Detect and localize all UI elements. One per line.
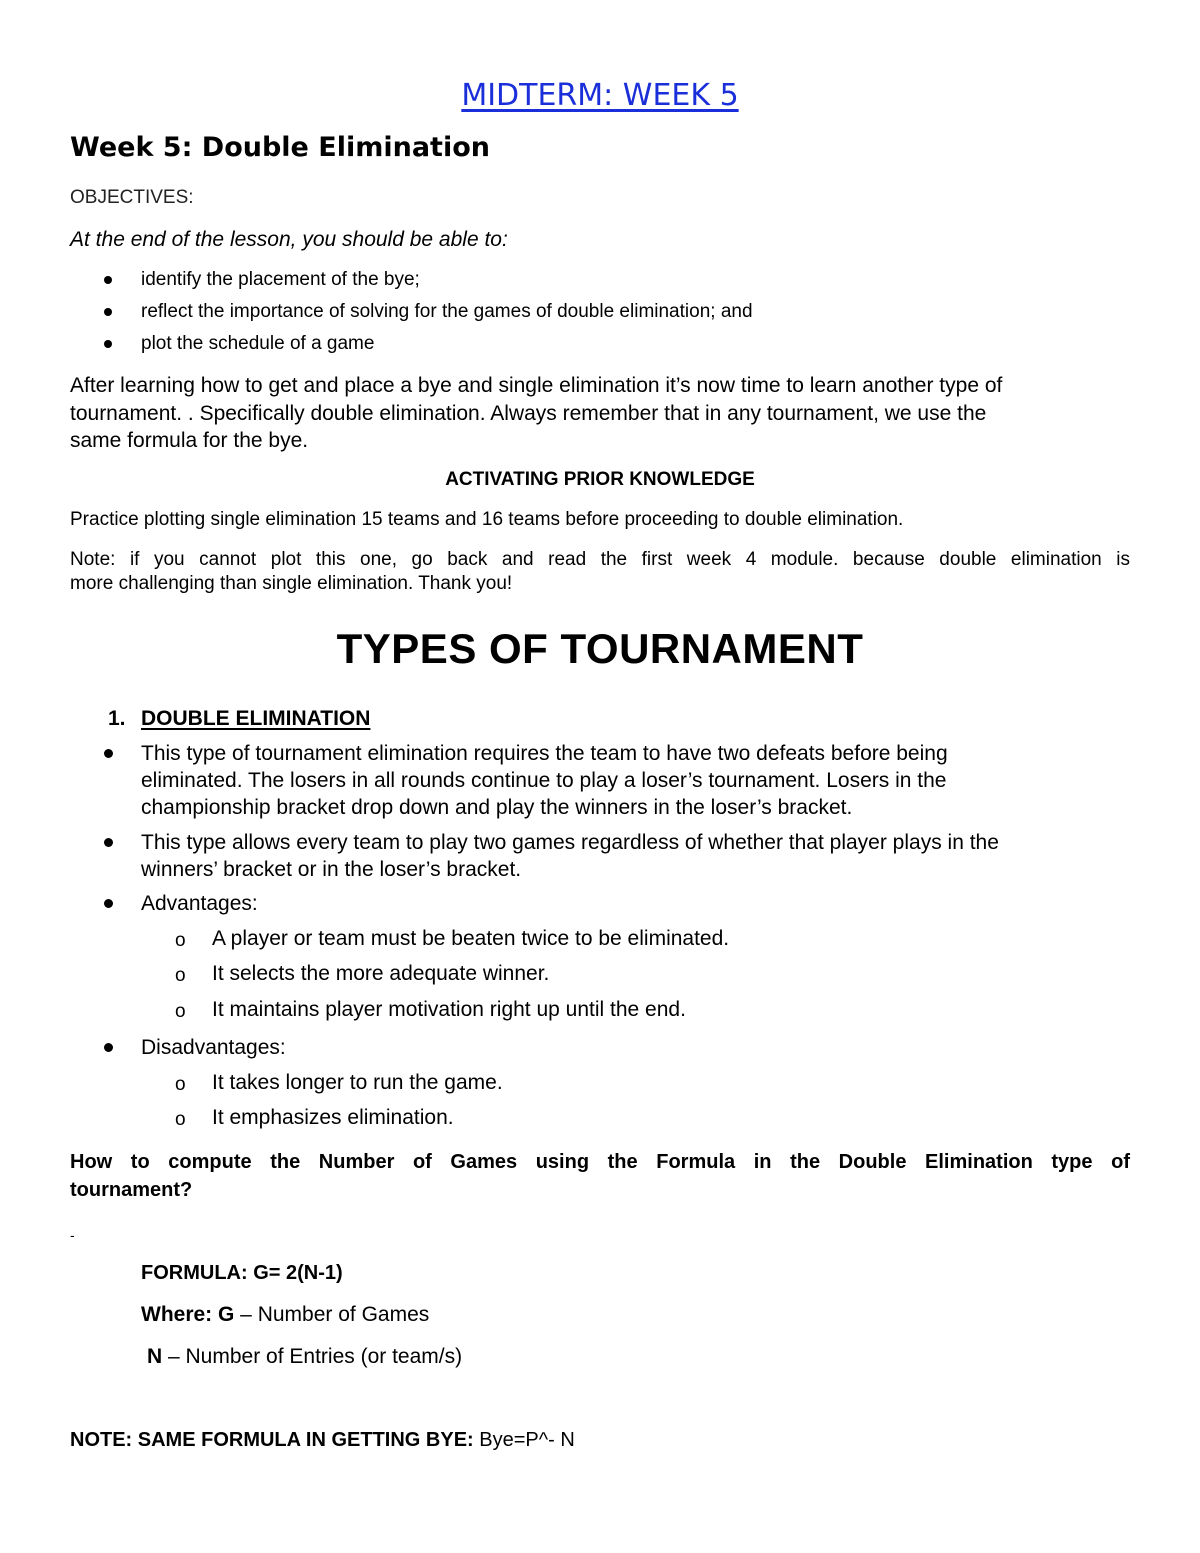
week-title: Week 5: Double Elimination: [70, 132, 490, 163]
page-title-link[interactable]: MIDTERM: WEEK 5: [461, 78, 739, 113]
types-heading: TYPES OF TOURNAMENT: [336, 625, 864, 672]
bullet-dot: [104, 899, 113, 908]
sub-bullet-marker: o: [175, 930, 186, 951]
formula: FORMULA: G= 2(N-1): [141, 1262, 343, 1284]
where-n-label: N: [147, 1345, 163, 1368]
bullet-dot: [104, 749, 113, 758]
intro-line-3: same formula for the bye.: [70, 429, 309, 452]
where-g-line: [141, 1301, 429, 1328]
prior-knowledge-heading: ACTIVATING PRIOR KNOWLEDGE: [445, 469, 755, 490]
objective-item-2: reflect the importance of solving for the games of double elimination; and: [141, 301, 753, 322]
advantage-item-2: It selects the more adequate winner.: [212, 962, 550, 985]
bye-note-text: Bye=P^- N: [473, 1429, 575, 1451]
where-n-line: [147, 1343, 462, 1370]
intro-line-2: tournament. . Specifically double elimination. Always remember that in any tournament, we use the: [70, 402, 987, 425]
where-n-text: – Number of Entries (or team/s): [162, 1345, 463, 1368]
bullet1-line-1: This type of tournament elimination requires the team to have two defeats before being: [141, 742, 948, 765]
bullet1-line-3: championship bracket drop down and play the winners in the loser’s bracket.: [141, 796, 853, 819]
practice-text: Practice plotting single elimination 15 teams and 16 teams before proceeding to double elimination.: [70, 509, 904, 530]
bullet-dot: [104, 340, 112, 348]
sub-bullet-marker: o: [175, 1109, 186, 1130]
note-line-2: more challenging than single elimination. Thank you!: [70, 573, 513, 594]
advantage-item-1: A player or team must be beaten twice to be eliminated.: [212, 927, 730, 950]
compute-question-line-2: tournament?: [70, 1179, 193, 1201]
objectives-heading: OBJECTIVES:: [70, 187, 194, 208]
bye-note-label: NOTE: SAME FORMULA IN GETTING BYE:: [70, 1429, 474, 1451]
intro-line-1: After learning how to get and place a bye and single elimination it’s now time to learn another type of: [70, 374, 1003, 397]
bullet-dot: [104, 308, 112, 316]
where-g-label: Where: G: [141, 1303, 235, 1326]
objectives-intro: At the end of the lesson, you should be able to:: [70, 228, 508, 251]
bullet-dot: [104, 276, 112, 284]
advantages-label: Advantages:: [141, 892, 258, 915]
note-line-1: Note: if you cannot plot this one, go back and read the first week 4 module. because double elimination is: [70, 549, 1130, 570]
compute-question-line-1: How to compute the Number of Games using the Formula in the Double Elimination type of: [70, 1151, 1130, 1173]
disadvantages-label: Disadvantages:: [141, 1036, 286, 1059]
advantage-item-3: It maintains player motivation right up until the end.: [212, 998, 686, 1021]
bullet1-line-2: eliminated. The losers in all rounds continue to play a loser’s tournament. Losers in the: [141, 769, 947, 792]
dash-marker: -: [70, 1227, 75, 1243]
bullet2-line-2: winners’ bracket or in the loser’s bracket.: [141, 858, 522, 881]
sub-bullet-marker: o: [175, 965, 186, 986]
sub-bullet-marker: o: [175, 1074, 186, 1095]
objective-item-3: plot the schedule of a game: [141, 333, 375, 354]
bye-note: [70, 1427, 575, 1453]
sub-bullet-marker: o: [175, 1001, 186, 1022]
disadvantage-item-2: It emphasizes elimination.: [212, 1106, 454, 1129]
bullet-dot: [104, 1043, 113, 1052]
double-elimination-title: DOUBLE ELIMINATION: [141, 707, 371, 730]
bullet-dot: [104, 838, 113, 847]
objective-item-1: identify the placement of the bye;: [141, 269, 420, 290]
where-g-text: – Number of Games: [234, 1303, 430, 1326]
bullet2-line-1: This type allows every team to play two games regardless of whether that player plays in the: [141, 831, 999, 854]
item-number: 1.: [108, 707, 126, 730]
disadvantage-item-1: It takes longer to run the game.: [212, 1071, 503, 1094]
